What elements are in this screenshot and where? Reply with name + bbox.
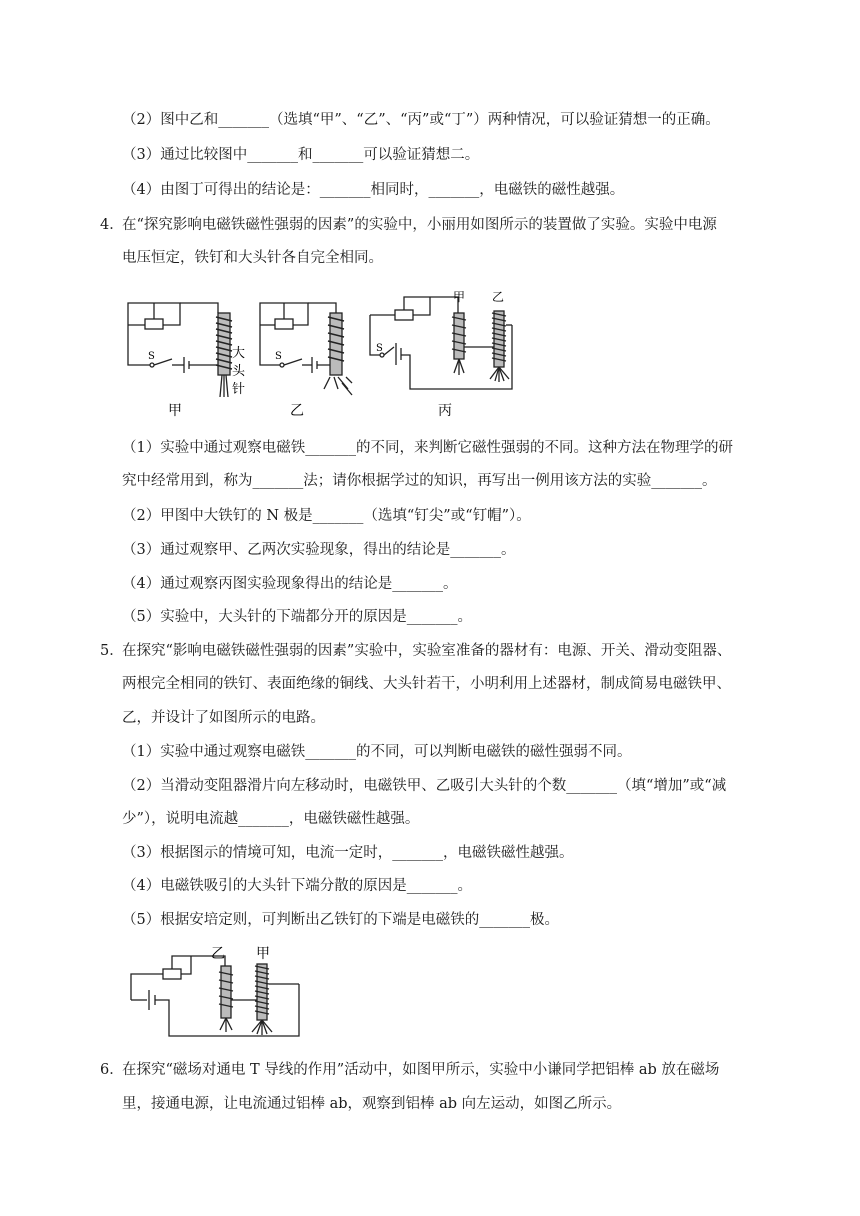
q4-part1-line2: 究中经常用到，称为_______法；请你根据学过的知识，再写出一例用该方法的实验_______。: [122, 473, 717, 489]
q5-part5: （5）根据安培定则，可判断出乙铁钉的下端是电磁铁的_______极。: [122, 912, 559, 928]
q6-number: 6．: [100, 1062, 124, 1078]
q6-stem-line1: 在探究“磁场对通电 T 导线的作用”活动中，如图甲所示，实验中小谦同学把铝棒 ab 放在磁场: [122, 1062, 720, 1078]
q3-part2: （2）图中乙和_______（选填“甲”、“乙”、“丙”或“丁”）两种情况，可以验证猜想一的正确。: [122, 112, 720, 128]
nail-label-jia: 甲: [453, 290, 466, 304]
q4-figure: [120, 285, 520, 425]
switch-label-jia: S: [148, 351, 155, 362]
q4-part3: （3）通过观察甲、乙两次实验现象，得出的结论是_______。: [122, 542, 516, 558]
q5-part2-line1: （2）当滑动变阻器滑片向左移动时，电磁铁甲、乙吸引大头针的个数_______（填“增加”或“减: [122, 778, 727, 794]
q4-part4: （4）通过观察丙图实验现象得出的结论是_______。: [122, 576, 458, 592]
q5-part1: （1）实验中通过观察电磁铁_______的不同，可以判断电磁铁的磁性强弱不同。: [122, 744, 632, 760]
q5-part2-line2: 少”），说明电流越_______，电磁铁磁性越强。: [122, 811, 420, 827]
pin-label-3: 针: [232, 382, 246, 397]
q5-stem-line2: 两根完全相同的铁钉、表面绝缘的铜线、大头针若干，小明利用上述器材，制成简易电磁铁甲、: [122, 676, 731, 692]
q4-part1-line1: （1）实验中通过观察电磁铁_______的不同，来判断它磁性强弱的不同。这种方法在物理学的研: [122, 440, 733, 456]
nail-label-yi: 乙: [492, 290, 505, 304]
q5-figure: [125, 944, 305, 1044]
switch-label-yi: S: [275, 351, 282, 362]
q5-number: 5．: [100, 643, 124, 659]
fig2-nail-label-yi: 乙: [211, 946, 225, 962]
pin-label-1: 大: [232, 346, 246, 361]
q5-stem-line3: 乙，并设计了如图所示的电路。: [122, 710, 325, 726]
q4-part2: （2）甲图中大铁钉的 N 极是_______（选填“钉尖”或“钉帽”）。: [122, 508, 531, 524]
q3-part4: （4）由图丁可得出的结论是：_______相同时，_______，电磁铁的磁性越强。: [122, 182, 625, 198]
q4-stem-line1: 在“探究影响电磁铁磁性强弱的因素”的实验中，小丽用如图所示的装置做了实验。实验中电源: [122, 217, 717, 233]
figure-label-yi: 乙: [290, 403, 304, 419]
q5-part3: （3）根据图示的情境可知，电流一定时，_______，电磁铁磁性越强。: [122, 845, 574, 861]
q5-stem-line1: 在探究“影响电磁铁磁性强弱的因素”实验中，实验室准备的器材有：电源、开关、滑动变阻器、: [122, 643, 732, 659]
q4-stem-line2: 电压恒定，铁钉和大头针各自完全相同。: [122, 250, 383, 266]
fig2-nail-label-jia: 甲: [256, 946, 270, 962]
q6-stem-line2: 里，接通电源，让电流通过铝棒 ab，观察到铝棒 ab 向左运动，如图乙所示。: [122, 1096, 622, 1112]
q4-part5: （5）实验中，大头针的下端都分开的原因是_______。: [122, 609, 472, 625]
q3-part3: （3）通过比较图中_______和_______可以验证猜想二。: [122, 147, 480, 163]
pin-label-2: 头: [232, 364, 246, 379]
figure-label-bing: 丙: [438, 403, 452, 419]
q4-number: 4．: [100, 217, 124, 233]
figure-label-jia: 甲: [168, 403, 182, 419]
q5-part4: （4）电磁铁吸引的大头针下端分散的原因是_______。: [122, 878, 472, 894]
switch-label-bing: S: [376, 343, 383, 354]
